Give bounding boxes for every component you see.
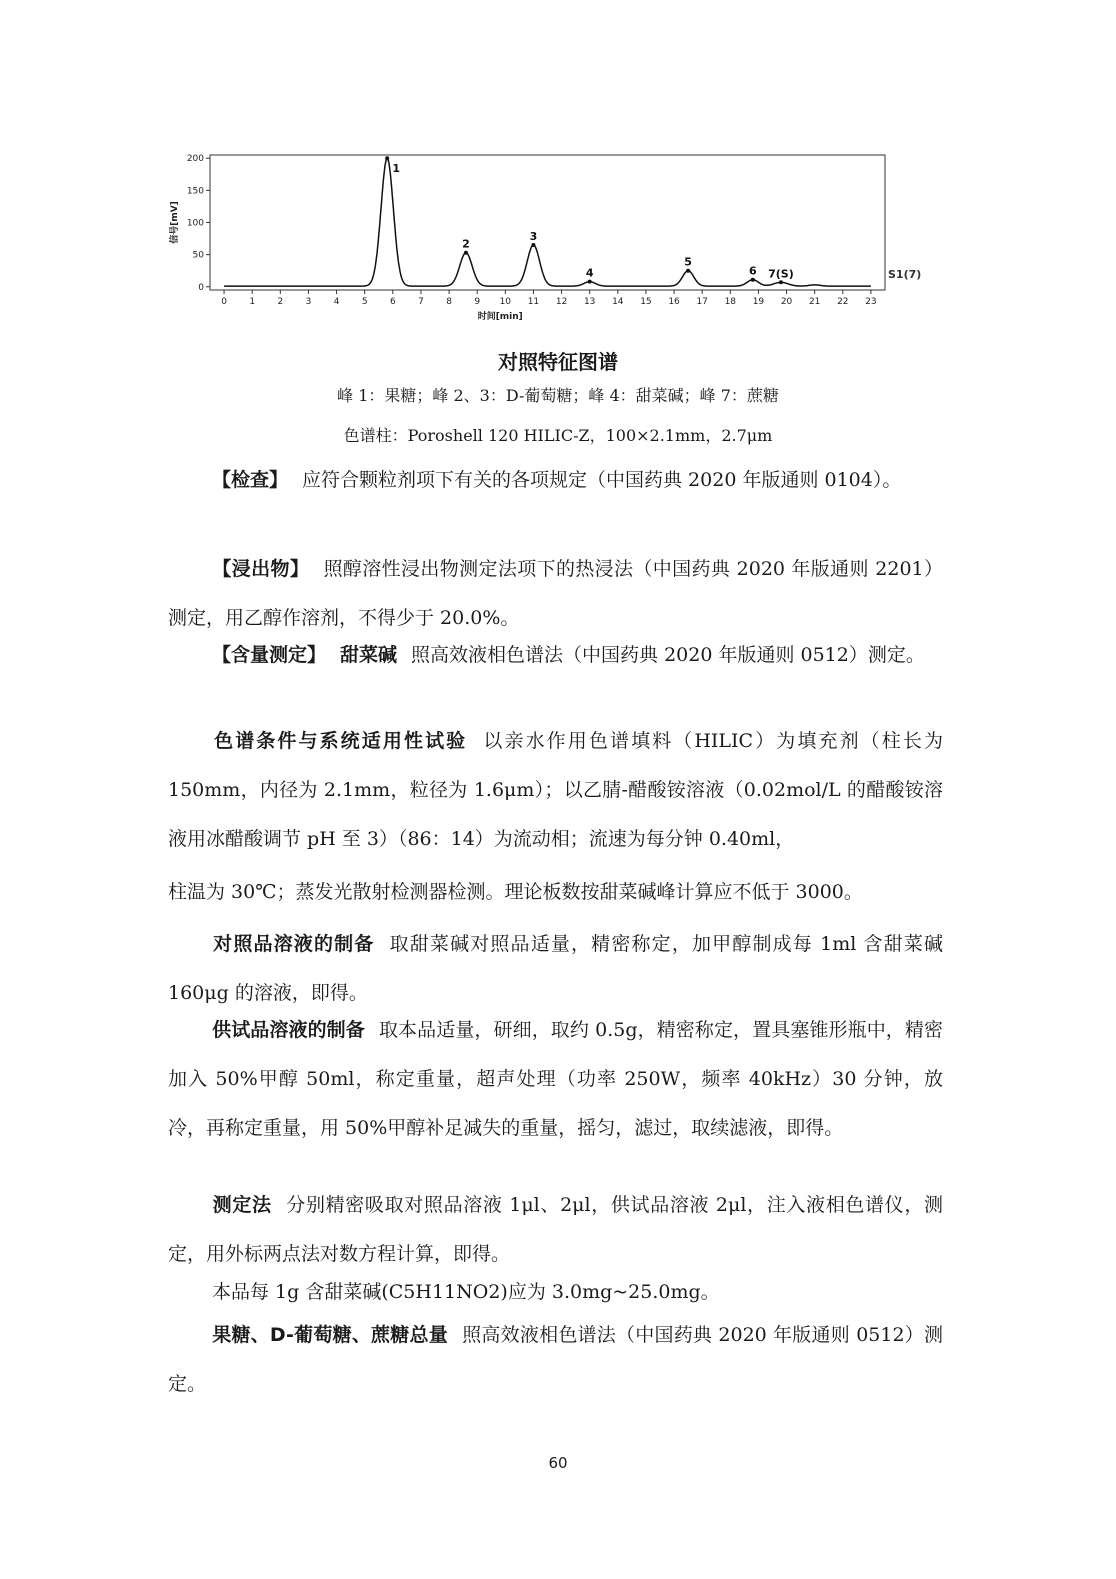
x-tick-label: 8 [446,297,452,307]
x-tick-label: 13 [583,297,596,307]
x-tick-label: 17 [696,297,708,307]
section-conditions-cont [168,868,943,917]
method-heading: 测定法 [212,1194,272,1216]
y-tick-label: 100 [186,218,204,229]
check-text: 应符合颗粒剂项下有关的各项规定（中国药典 2020 年版通则 0104）。 [302,469,902,491]
peak-marker [588,280,592,284]
check-heading: 【检查】 [212,469,289,491]
x-tick-label: 20 [780,297,793,307]
y-axis-label: 信号[mV] [170,201,180,244]
x-tick-label: 2 [277,297,284,307]
assay-text: 照高效液相色谱法（中国药典 2020 年版通则 0512）测定。 [411,644,925,666]
assay-subheading: 甜菜碱 [340,644,398,666]
x-tick-label: 14 [612,297,624,307]
x-tick-label: 22 [837,297,849,307]
sample-heading: 供试品溶液的制备 [212,1019,365,1041]
series-name-label: S1(7) [888,268,922,282]
peak-label: 6 [748,264,757,278]
x-axis-label: 时间[min] [477,312,523,322]
y-tick-label: 0 [198,282,204,293]
x-tick-label: 19 [752,297,765,307]
x-tick-label: 6 [389,297,396,307]
x-tick-label: 5 [361,297,368,307]
limit-text: 本品每 1g 含甜菜碱(C5H11NO2)应为 3.0mg~25.0mg。 [212,1281,720,1303]
x-tick-label: 23 [865,297,877,307]
y-tick-label: 200 [186,154,204,165]
section-assay [168,631,943,680]
y-tick-label: 50 [192,250,204,261]
conditions-text-cont: 柱温为 30℃；蒸发光散射检测器检测。理论板数按甜菜碱峰计算应不低于 3000。 [168,881,863,903]
section-check [168,456,943,505]
peak-label: 5 [684,255,692,269]
peak-label: 7(S) [768,267,794,281]
x-tick-label: 21 [808,297,821,307]
page-number: 60 [548,1454,568,1472]
x-tick-label: 10 [499,297,512,307]
section-sugar [168,1311,943,1409]
figure-title: 对照特征图谱 [498,350,618,374]
peak-label: 2 [462,237,470,251]
reference-heading: 对照品溶液的制备 [212,933,375,955]
chromatogram-chart [165,140,925,330]
section-method [168,1181,943,1279]
x-tick-label: 3 [305,297,312,307]
x-tick-label: 7 [418,297,424,307]
sugar-text: 照高效液相色谱法（中国药典 2020 年版通则 0512）测定。 [168,1324,944,1395]
extract-heading: 【浸出物】 [212,558,310,580]
reference-text: 取甜菜碱对照品适量，精密称定，加甲醇制成每 1ml 含甜菜碱 160μg 的溶液，即得。 [168,933,943,1004]
peak-marker [779,280,783,284]
sample-text: 取本品适量，研细，取约 0.5g，精密称定，置具塞锥形瓶中，精密加入 50%甲醇 50ml，称定重量，超声处理（功率 250W，频率 40kHz）30 分钟，放冷，再称定重量，用 50%甲醇补足减失的重量，摇匀，滤过，取续滤液，即得。 [168,1019,943,1139]
conditions-heading: 色谱条件与系统适用性试验 [212,730,468,752]
x-tick-label: 1 [249,297,256,307]
x-tick-label: 0 [221,297,227,307]
peak-label: 4 [585,266,594,280]
x-tick-label: 15 [640,297,652,307]
section-extract [168,545,943,643]
conditions-text: 以亲水作用色谱填料（HILIC）为填充剂（柱长为 150mm，内径为 2.1mm，粒径为 1.6μm）；以乙腈-醋酸铵溶液（0.02mol/L 的醋酸铵溶液用冰醋酸调节 pH 至 3）（86：14）为流动相；流速为每分钟 0.40ml， [168,730,943,850]
x-tick-label: 9 [474,297,481,307]
section-limit [168,1268,943,1317]
peak-marker [686,269,690,273]
chromatogram-figure [165,140,925,330]
extract-text: 照醇溶性浸出物测定法项下的热浸法（中国药典 2020 年版通则 2201）测定，用乙醇作溶剂，不得少于 20.0%。 [168,558,943,629]
peak-marker [531,243,535,247]
peak-marker [751,278,755,282]
figure-peaks-note: 峰 1：果糖；峰 2、3：D-葡萄糖；峰 4：甜菜碱；峰 7：蔗糖 [337,386,779,405]
x-tick-label: 4 [333,297,340,307]
section-sample-solution [168,1006,943,1153]
peak-label: 1 [392,162,401,176]
section-reference-solution [168,920,943,1018]
peak-label: 3 [529,230,538,243]
assay-heading: 【含量测定】 [212,644,327,666]
y-tick-label: 150 [186,186,204,197]
method-text: 分别精密吸取对照品溶液 1μl、2μl，供试品溶液 2μl，注入液相色谱仪，测定，用外标两点法对数方程计算，即得。 [168,1194,943,1265]
section-conditions [168,717,943,864]
figure-column-note: 色谱柱：Poroshell 120 HILIC-Z，100×2.1mm，2.7μm [343,426,773,445]
x-tick-label: 11 [527,297,540,307]
peak-marker [464,251,468,255]
x-tick-label: 16 [668,297,680,307]
sugar-heading: 果糖、D-葡萄糖、蔗糖总量 [212,1324,448,1346]
peak-marker [385,156,389,160]
x-tick-label: 12 [555,297,568,307]
x-tick-label: 18 [724,297,737,307]
